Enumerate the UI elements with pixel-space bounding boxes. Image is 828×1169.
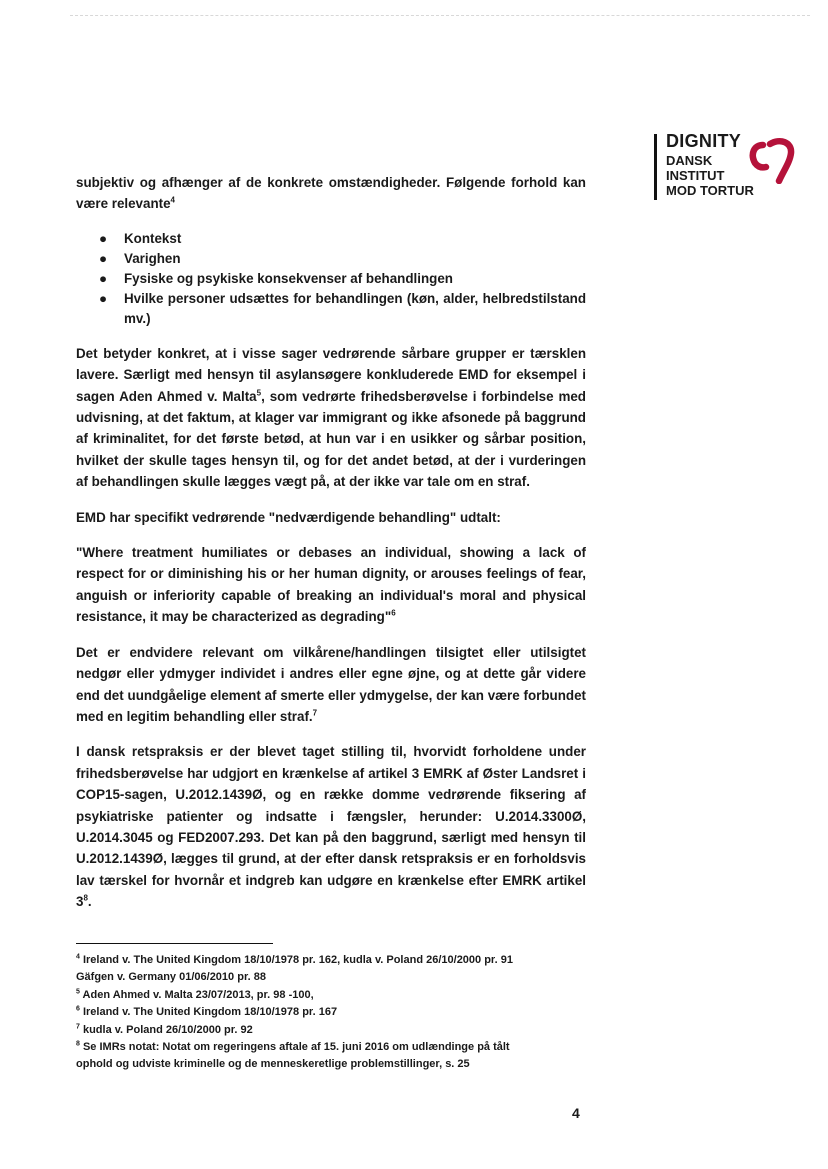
top-divider (70, 15, 810, 16)
quote-text: "Where treatment humiliates or debases an individual, showing a lack of respect for or diminishing his or her human dignity, or arouses feelings of fear, anguish or inferiority capable of breaking an individual's moral and physical resistance, it may be characterized as degrading" (76, 545, 586, 625)
logo-text (666, 132, 754, 198)
para1-text-a: Det betyder konkret, at i visse sager vedrørende sårbare grupper er tærsklen lavere. Særligt med hensyn til asylansøgere konkluderede EMD for eksempel i sagen Aden Ahmed v. Malta (76, 345, 586, 404)
list-item (99, 289, 586, 329)
footnote (76, 952, 586, 969)
footnote-ref-7[interactable]: 7 (312, 708, 318, 718)
footnote (76, 987, 586, 1004)
logo-bar (654, 134, 657, 200)
paragraph-humiliation (76, 642, 586, 728)
logo-line-3: MOD TORTUR (666, 183, 754, 198)
footnote-divider (76, 943, 273, 944)
para1-text-b: , som vedrørte frihedsberøvelse i forbindelse med udvisning, at det faktum, at klager var immigrant og ikke afsonede på baggrund af kriminalitet, for det første betød, at hun var i en usikker og sårbar position, hvilket der skulle tages hensyn til, og for det andet betød, at der i vurderingen af behandlingen skulle lægges vægt på, at der ikke var tale om en straf. (76, 388, 586, 490)
logo-line-2: INSTITUT (666, 168, 725, 183)
list-item-text: Hvilke personer udsættes for behandlingen (køn, alder, helbredstilstand mv.) (124, 290, 586, 326)
bullet-icon: ● (99, 290, 108, 306)
paragraph-danish-case-law (76, 741, 586, 912)
list-item (99, 229, 586, 249)
para4-text: I dansk retspraksis er der blevet taget stilling til, hvorvidt forholdene under frihedsberøvelse har udgjort en krænkelse af artikel 3 EMRK af Øster Landsret i COP15-sagen, U.2012.1439Ø, og en række domme vedrørende fiksering af psykiatriske patienter og indsatte i fængsler, herunder: U.2014.3300Ø, U.2014.3045 og FED2007.293. Det kan på den baggrund, særligt med hensyn til U.2012.1439Ø, lægges til grund, at der efter dansk retspraksis er en forholdsvis lav tærskel for hvornår et indgreb kan udgøre en krænkelse efter EMRK artikel 3 (76, 744, 586, 910)
heart-mark-icon (746, 132, 800, 184)
footnote-text: ophold og udviste kriminelle og de menneskeretlige problemstillinger, s. 25 (76, 1058, 470, 1071)
intro-text: subjektiv og afhænger af de konkrete omstændigheder. Følgende forhold kan være relevante (76, 175, 586, 212)
bullet-icon: ● (99, 230, 108, 246)
paragraph-vulnerable-groups (76, 343, 586, 493)
intro-paragraph (76, 172, 586, 215)
footnote-number: 6 (76, 1005, 80, 1013)
footnote-number: 8 (76, 1040, 80, 1048)
list-item (99, 249, 586, 269)
list-item-text: Kontekst (124, 230, 182, 246)
page-body (76, 172, 586, 927)
footnote-text: Aden Ahmed v. Malta 23/07/2013, pr. 98 -100, (79, 988, 314, 1001)
list-item-text: Fysiske og psykiske konsekvenser af behandlingen (124, 270, 453, 286)
para3-text: Det er endvidere relevant om vilkårene/handlingen tilsigtet eller utilsigtet nedgør eller ydmyger individet i andres eller egne øjne, og at dette går videre end det uundgåelige element af smerte eller ydmygelse, der kan være forbundet med en legitim behandling eller straf. (76, 644, 586, 724)
bullet-icon: ● (99, 270, 108, 286)
paragraph-emd-statement: EMD har specifikt vedrørende "nedværdigende behandling" udtalt: (76, 509, 501, 525)
logo-line-1: DANSK (666, 153, 713, 168)
block-quote (76, 542, 586, 628)
footnote (76, 1039, 586, 1056)
para4-end: . (87, 894, 92, 910)
footnote (76, 1056, 586, 1073)
footnote-text: kudla v. Poland 26/10/2000 pr. 92 (79, 1023, 253, 1036)
footnote-text: Se IMRs notat: Notat om regeringens aftale af 15. juni 2016 om udlændinge på tålt (79, 1041, 510, 1054)
footnote-text: Ireland v. The United Kingdom 18/10/1978 pr. 167 (79, 1006, 338, 1019)
footnote-text: Gäfgen v. Germany 01/06/2010 pr. 88 (76, 971, 266, 984)
footnote-text: Ireland v. The United Kingdom 18/10/1978 pr. 162, kudla v. Poland 26/10/2000 pr. 91 (79, 954, 513, 966)
page-number: 4 (572, 1105, 580, 1121)
list-item-text: Varighen (124, 250, 181, 266)
footnote (76, 969, 586, 986)
footnote-number: 7 (76, 1022, 80, 1030)
footnote-ref-4[interactable]: 4 (170, 195, 175, 205)
list-item (99, 269, 586, 289)
footnote-ref-5[interactable]: 5 (256, 388, 262, 398)
dignity-logo (654, 132, 804, 202)
footnote-ref-8[interactable]: 8 (83, 893, 88, 903)
logo-title: DIGNITY (666, 131, 742, 151)
bullet-icon: ● (99, 250, 108, 266)
footnote-number: 5 (76, 988, 80, 996)
footnote-ref-6[interactable]: 6 (391, 608, 396, 618)
criteria-list (76, 229, 586, 329)
footnote (76, 1004, 586, 1021)
footnotes (76, 952, 586, 1074)
footnote (76, 1022, 586, 1039)
footnote-number: 4 (76, 953, 80, 961)
